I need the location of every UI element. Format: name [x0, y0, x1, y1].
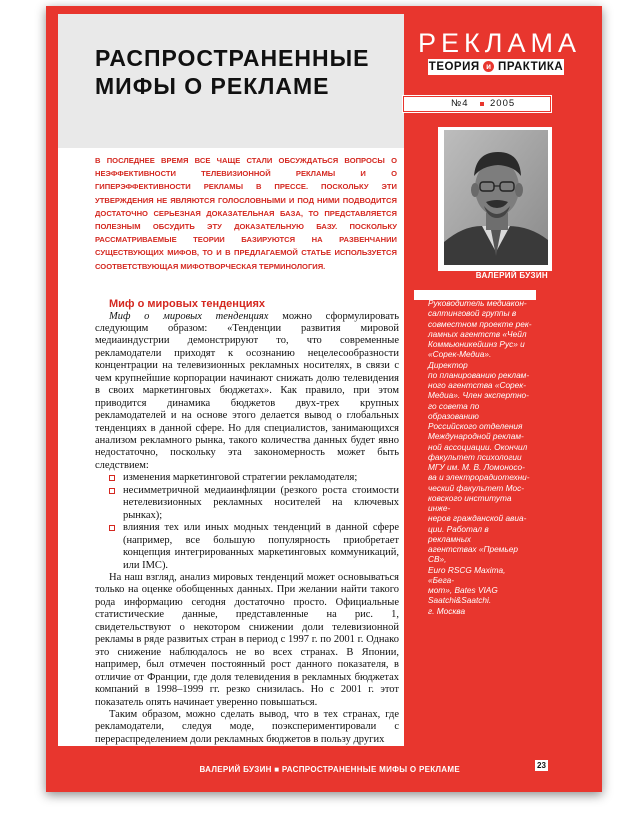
issue-year: 2005 — [490, 98, 516, 109]
author-bio: Руководитель медиакон- салтинговой группы в совместном проекте рек- ламных агентств «Чейл Коммьюникейшнз Рус» и «Сорек-Медиа». Директор по планированию реклам- ного агентства «Сорек- Медиа». Член экспертно- го совета по образованию Российского отделения Международной реклам- ной ассоциации. Окончил факультет психологии МГУ им. М. В. Ломоносо- ва и электрорадиотехни- ческий факультет Мос- ковского института инже- неров гражданской авиа- ции. Работал в рекламных агентствах «Премьер СВ», Euro RSCG Maxima, «Бега- мот», Bates VIAG Saatchi&Saatchi. г. Москва — [428, 298, 532, 616]
list-item — [109, 472, 399, 484]
list-item-text: влияния тех или иных модных тенденций в данной сфере (например, все большую популярность приобретает концепция интегрированных маркетинговых коммуникаций, или IMC). — [123, 522, 399, 571]
running-footer: ВАЛЕРИЙ БУЗИН ■ РАСПРОСТРАНЕННЫЕ МИФЫ О РЕКЛАМЕ — [199, 765, 460, 774]
section-heading: Миф о мировых тенденциях — [109, 298, 266, 310]
list-item — [109, 485, 399, 522]
paragraph-1-italic: Миф о мировых тенденциях — [109, 310, 269, 322]
paragraph-1-text: можно сформулировать следующим образом: «Тенденции развития мировой медиаиндустрии демонстрируют то, что современные рекламодатели приходят к осознанию нецелесообразности концентрации на телевизионных рекламных носителях, в связи с чем крупнейшие корпорации начинают снижать долю телевидения в своих маркетинговых бюджетах». Как правило, при этом приводится динамика бюджетов двух-трех крупных рекламодателей и на основе этого делается вывод о глобальных тенденциях в данной сфере. Но для специалистов, занимающихся анализом рекламного рынка, такого количества данных будет явно недостаточно, поскольку эта закономерность может быть следствием: — [95, 310, 399, 471]
issue-label — [402, 95, 552, 113]
list-item-text: несимметричной медиаинфляции (резкого роста стоимости нетелевизионных рекламных носителей на ключевых рынках); — [123, 484, 399, 521]
author-photo — [444, 130, 548, 265]
title-line-1: РАСПРОСТРАНЕННЫЕ — [95, 45, 370, 71]
portrait-image-icon — [444, 130, 548, 265]
square-bullet-icon — [109, 525, 115, 531]
square-bullet-icon — [109, 475, 115, 481]
logo-subtitle-right: ПРАКТИКА — [498, 61, 564, 73]
lead-paragraph: В ПОСЛЕДНЕЕ ВРЕМЯ ВСЕ ЧАЩЕ СТАЛИ ОБСУЖДАТЬСЯ ВОПРОСЫ О НЕЭФФЕКТИВНОСТИ ТЕЛЕВИЗИОННОЙ РЕКЛАМЫ И О ГИПЕРЭФФЕКТИВНОСТИ РЕКЛАМЫ В ПРЕССЕ. ПОСКОЛЬКУ ЭТИ УТВЕРЖДЕНИЯ НЕ ЯВЛЯЮТСЯ ГОЛОСЛОВНЫМИ И ПОД НИМИ ПОДВОДИТСЯ ДОСТАТОЧНО СЕРЬЕЗНАЯ ДОКАЗАТЕЛЬНАЯ БАЗА, ТО ПРЕДСТАВЛЯЕТСЯ ПОЛЕЗНЫМ ОБСУДИТЬ ЭТУ ДОКАЗАТЕЛЬНУЮ БАЗУ. ПОСКОЛЬКУ РАССМАТРИВАЕМЫЕ ТЕОРИИ БАЗИРУЮТСЯ НА РАЗВЕНЧАНИИ СУЩЕСТВУЮЩИХ МИФОВ, ТО И В ПРЕДЛАГАЕМОЙ СТАТЬЕ ИСПОЛЬЗУЕТСЯ СООТВЕТСТВУЮЩАЯ МИФОТВОРЧЕСКАЯ ТЕРМИНОЛОГИЯ. — [95, 156, 397, 271]
article-body — [95, 298, 399, 746]
page-number: 23 — [535, 760, 548, 771]
list-item-text: изменения маркетинговой стратегии рекламодателя; — [123, 472, 358, 484]
photo-caption: ВАЛЕРИЙ БУЗИН — [475, 271, 548, 280]
paragraph-2: На наш взгляд, анализ мировых тенденций может основываться только на оценке обобщенных данных. При желании найти такого рода информацию сегодня достаточно просто. Официальные статистические данные, представленные на рис. 1, свидетельствуют о некотором снижении доли телевизионной рекламы в ряде развитых стран в период с 1997 г. по 2001 г. Однако это снижение наблюдалось не во всех странах. В Японии, например, был отмечен постоянный рост данного показателя, в отличие от Франции, где доля телевидения в рекламных бюджетах компаний в 1998–1999 гг. резко снизилась. Но с 2001 г. этот показатель опять начинает уверенно повышаться. — [95, 572, 399, 708]
list-item — [109, 522, 399, 572]
issue-number: №4 — [451, 98, 469, 109]
logo-title: РЕКЛАМА — [418, 28, 581, 58]
bullet-list — [95, 472, 399, 572]
paragraph-3: Таким образом, можно сделать вывод, что в тех странах, где рекламодатели, следуя моде, поэкспериментировали с перераспределением доли рекламных бюджетов в пользу других — [95, 709, 399, 745]
paragraph-1 — [95, 311, 399, 473]
logo-amp: и — [483, 61, 494, 72]
square-bullet-icon — [480, 102, 484, 106]
logo-subtitle — [428, 59, 564, 75]
square-bullet-icon — [109, 488, 115, 494]
title-line-2: МИФЫ О РЕКЛАМЕ — [95, 73, 330, 99]
logo-subtitle-left: ТЕОРИЯ — [428, 61, 480, 73]
page-title — [95, 44, 395, 100]
magazine-logo — [418, 28, 581, 78]
